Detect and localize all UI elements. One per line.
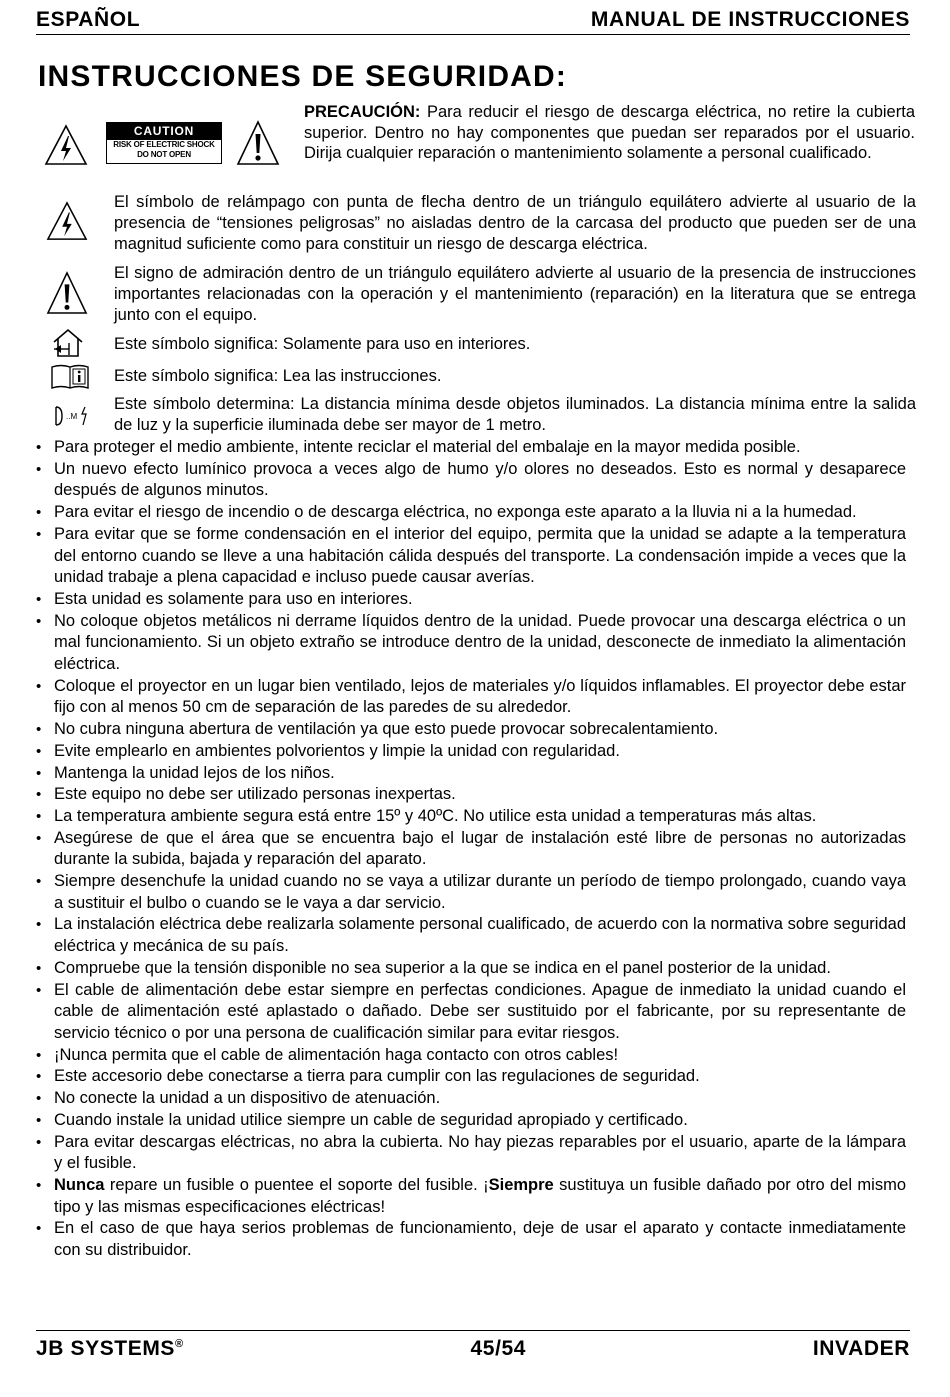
symbol-text: Este símbolo significa: Solamente para uso en interiores. [114, 335, 531, 353]
header-language: ESPAÑOL [36, 8, 141, 31]
exclamation-triangle-icon [46, 271, 88, 315]
read-instructions-icon [50, 364, 90, 390]
page-header [36, 0, 910, 35]
fuse-text-1: repare un fusible o puentee el soporte del fusible. ¡ [104, 1175, 489, 1194]
footer-brand [36, 1337, 184, 1361]
caution-label [106, 122, 222, 164]
list-item: • El cable de alimentación debe estar siempre en perfectas condiciones. Apague de inmediato la unidad cuando el cable de alimentación esté aplastado o dañado. Debe ser sustituido por el fabricante, por su representante de servicio técnico o por una persona de cualificación similar para evitar riesgos. [36, 980, 906, 1045]
min-distance-label: ..M [66, 412, 78, 421]
symbol-row-indoor [46, 334, 916, 355]
footer-model: INVADER [812, 1337, 910, 1360]
list-item: • Para proteger el medio ambiente, intente reciclar el material del embalaje en la mayor medida posible. [36, 437, 906, 459]
list-item: • Esta unidad es solamente para uso en interiores. [36, 589, 906, 611]
page-footer [36, 1330, 910, 1361]
list-item: • La temperatura ambiente segura está entre 15º y 40ºC. No utilice esta unidad a temperaturas más altas. [36, 806, 906, 828]
symbol-row-exclamation [46, 263, 916, 326]
lightning-triangle-icon [46, 200, 88, 242]
caution-label-title: CAUTION [107, 123, 221, 140]
bold-nunca: Nunca [54, 1175, 105, 1194]
symbol-row-lightning [46, 192, 916, 255]
bold-siempre: Siempre [488, 1175, 554, 1194]
list-item: • Evite emplearlo en ambientes polvorientos y limpie la unidad con regularidad. [36, 741, 906, 763]
symbol-text: Este símbolo determina: La distancia mínima desde objetos iluminados. La distancia mínima entre la salida de luz y la superficie iluminada debe ser mayor de 1 metro. [114, 395, 916, 434]
list-item: • Un nuevo efecto lumínico provoca a veces algo de humo y/o olores no deseados. Esto es normal y desaparece después de algunos minutos. [36, 459, 906, 502]
indoor-use-icon [52, 328, 84, 360]
list-item: • Para evitar el riesgo de incendio o de descarga eléctrica, no exponga este aparato a la lluvia ni a la humedad. [36, 502, 906, 524]
symbol-row-read-instructions [46, 366, 916, 387]
list-item: • No coloque objetos metálicos ni derrame líquidos dentro de la unidad. Puede provocar una descarga eléctrica o un mal funcionamiento. Si un objeto extraño se introduce dentro de la unidad, desconecte de inmediato la alimentación eléctrica. [36, 611, 906, 676]
safety-bullet-list [36, 437, 906, 1262]
precaution-text [304, 102, 915, 164]
list-item: • Compruebe que la tensión disponible no sea superior a la que se indica en el panel posterior de la unidad. [36, 958, 906, 980]
list-item: • Este equipo no debe ser utilizado personas inexpertas. [36, 784, 906, 806]
list-item: • Mantenga la unidad lejos de los niños. [36, 763, 906, 785]
exclamation-triangle-icon [236, 120, 280, 166]
list-item-fuse [36, 1175, 906, 1218]
list-item: • La instalación eléctrica debe realizarla solamente personal cualificado, de acuerdo con la normativa sobre seguridad eléctrica y mecánica de su país. [36, 914, 906, 957]
precaution-lead: PRECAUCIÓN: [304, 103, 421, 121]
page-number: 45/54 [470, 1337, 527, 1360]
registered-mark: ® [175, 1338, 184, 1350]
list-item: • En el caso de que haya serios problemas de funcionamiento, deje de usar el aparato y contacte inmediatamente con su distribuidor. [36, 1218, 906, 1261]
list-item: • Para evitar que se forme condensación en el interior del equipo, permita que la unidad se adapte a la temperatura del entorno cuando se lleve a una habitación cálida después del transporte. La condensación impide a veces que la unidad trabaje a plena capacidad e incluso puede causar averías. [36, 524, 906, 589]
caution-label-group [44, 118, 284, 174]
minimum-distance-icon [52, 404, 92, 428]
list-item: • No cubra ninguna abertura de ventilación ya que esto puede provocar sobrecalentamiento. [36, 719, 906, 741]
list-item: • Este accesorio debe conectarse a tierra para cumplir con las regulaciones de seguridad. [36, 1066, 906, 1088]
precaution-body: Para reducir el riesgo de descarga eléctrica, no retire la cubierta superior. Dentro no hay componentes que puedan ser reparados por el usuario. Dirija cualquier reparación o mantenimiento solamente a personal cualificado. [304, 103, 915, 162]
list-item: • Asegúrese de que el área que se encuentra bajo el lugar de instalación esté libre de personas no autorizadas durante la subida, bajada y reparación del aparato. [36, 828, 906, 871]
list-item: • Siempre desenchufe la unidad cuando no se vaya a utilizar durante un período de tiempo prolongado, cuando vaya a sustituir el bulbo o cuando se le vaya a dar servicio. [36, 871, 906, 914]
list-item: • No conecte la unidad a un dispositivo de atenuación. [36, 1088, 906, 1110]
caution-label-line1: RISK OF ELECTRIC SHOCK [113, 140, 215, 149]
symbol-text: Este símbolo significa: Lea las instrucciones. [114, 367, 442, 385]
list-item: • Cuando instale la unidad utilice siempre un cable de seguridad apropiado y certificado. [36, 1110, 906, 1132]
list-item: • ¡Nunca permita que el cable de alimentación haga contacto con otros cables! [36, 1045, 906, 1067]
list-item: • Coloque el proyector en un lugar bien ventilado, lejos de materiales y/o líquidos inflamables. El proyector debe estar fijo con al menos 50 cm de separación de las paredes de su alrededor. [36, 676, 906, 719]
brand-name: JB SYSTEMS [36, 1337, 176, 1360]
list-item: • Para evitar descargas eléctricas, no abra la cubierta. No hay piezas reparables por el usuario, aparte de la lámpara y el fusible. [36, 1132, 906, 1175]
symbol-row-min-distance [46, 394, 916, 436]
page-title: INSTRUCCIONES DE SEGURIDAD: [38, 60, 568, 93]
header-manual-title: MANUAL DE INSTRUCCIONES [590, 8, 910, 31]
symbol-text: El signo de admiración dentro de un triángulo equilátero advierte al usuario de la presencia de instrucciones importantes relacionadas con la operación y el mantenimiento (reparación) en la literatura que se entrega junto con el equipo. [114, 264, 916, 324]
fuse-text-2: sustituya un fusible dañado por otro del mismo tipo y las mismas especificaciones eléctricas! [54, 1175, 907, 1216]
symbol-text: El símbolo de relámpago con punta de flecha dentro de un triángulo equilátero advierte al usuario de la presencia de “tensiones peligrosas” no aisladas dentro de la carcasa del producto que pueden ser de una magnitud suficiente como para constituir un riesgo de descarga eléctrica. [114, 193, 916, 253]
caution-label-line2: DO NOT OPEN [137, 150, 191, 159]
lightning-triangle-icon [44, 124, 88, 166]
